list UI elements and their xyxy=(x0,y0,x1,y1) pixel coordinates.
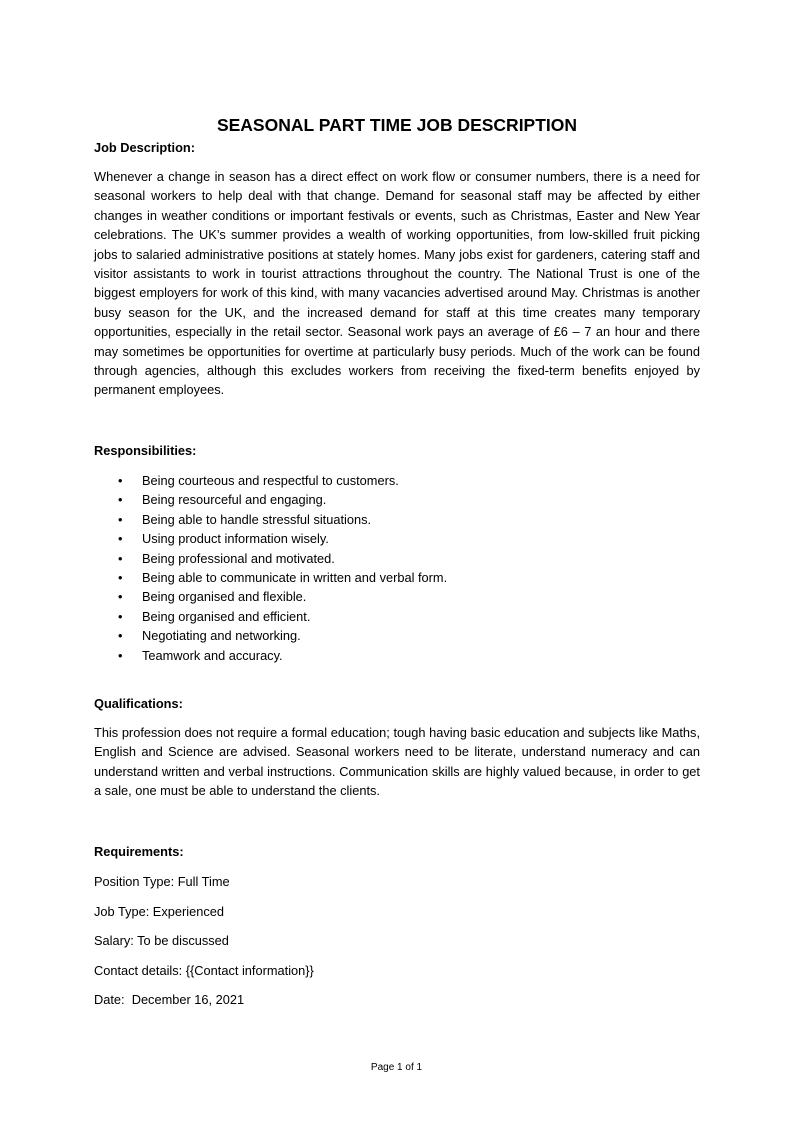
list-item-text: Being organised and flexible. xyxy=(142,589,307,605)
bullet-icon: • xyxy=(118,550,123,566)
contact-details-line: Contact details: {{Contact information}} xyxy=(94,962,314,978)
job-description-heading: Job Description: xyxy=(94,140,195,155)
list-item-text: Teamwork and accuracy. xyxy=(142,647,283,663)
list-item-text: Being courteous and respectful to customers. xyxy=(142,473,399,488)
list-item xyxy=(94,568,700,587)
list-item-text: Negotiating and networking. xyxy=(142,628,301,644)
qualifications-section xyxy=(94,694,700,801)
bullet-icon: • xyxy=(118,473,123,488)
list-item xyxy=(94,626,700,645)
job-description-section xyxy=(94,138,700,400)
list-item xyxy=(94,471,700,490)
bullet-icon: • xyxy=(118,589,123,605)
list-item-text: Using product information wisely. xyxy=(142,531,329,547)
list-item-text: Being organised and efficient. xyxy=(142,608,311,624)
responsibilities-heading: Responsibilities: xyxy=(94,443,197,458)
job-description-body: Whenever a change in season has a direct effect on work flow or consumer numbers, there is a need for seasonal workers to help deal with that change. Demand for seasonal staff may be affected by either changes in weather conditions or important festivals or events, such as Christmas, Easter and New Year celebrations. The UK’s summer provides a wealth of working opportunities, from low-skilled fruit picking jobs to salaried administrative positions at stately homes. Many jobs exist for gardeners, catering staff and visitor assistants to work in tourist attractions throughout the country. The National Trust is one of the biggest employers for work of this kind, with many vacancies advertised around May. Christmas is another busy season for the UK, and the increased demand for staff at this time creates many temporary opportunities, especially in the retail sector. Seasonal work pays an average of £6 – 7 an hour and there may sometimes be opportunities for overtime at particularly busy periods. Much of the work can be found through agencies, although this excludes workers from receiving the fixed-term benefits enjoyed by permanent employees. xyxy=(94,169,700,398)
bullet-icon: • xyxy=(118,492,123,508)
requirements-heading: Requirements: xyxy=(94,844,184,859)
position-type-line: Position Type: Full Time xyxy=(94,874,230,889)
list-item xyxy=(94,549,700,568)
list-item-text: Being able to communicate in written and verbal form. xyxy=(142,570,448,586)
list-item xyxy=(94,587,700,606)
bullet-icon: • xyxy=(118,608,123,624)
date-line: Date: December 16, 2021 xyxy=(94,992,245,1008)
list-item xyxy=(94,510,700,529)
bullet-icon: • xyxy=(118,531,123,547)
list-item-text: Being resourceful and engaging. xyxy=(142,492,327,508)
list-item-text: Being able to handle stressful situations. xyxy=(142,511,372,527)
bullet-icon: • xyxy=(118,511,123,527)
job-type-line: Job Type: Experienced xyxy=(94,903,224,919)
list-item xyxy=(94,607,700,626)
qualifications-body: This profession does not require a formal education; tough having basic education and subjects like Maths, English and Science are advised. Seasonal workers need to be literate, understand numeracy and can understand written and verbal instructions. Communication skills are highly valued because, in order to get a sale, one must be able to understand the clients. xyxy=(94,725,700,799)
bullet-icon: • xyxy=(118,628,123,644)
bullet-icon: • xyxy=(118,570,123,586)
bullet-icon: • xyxy=(118,647,123,663)
salary-line: Salary: To be discussed xyxy=(94,933,229,949)
list-item xyxy=(94,529,700,548)
list-item-text: Being professional and motivated. xyxy=(142,550,335,566)
page-number-footer: Page 1 of 1 xyxy=(370,1062,423,1073)
qualifications-heading: Qualifications: xyxy=(94,696,183,711)
document-title: SEASONAL PART TIME JOB DESCRIPTION xyxy=(216,115,578,135)
responsibilities-section xyxy=(94,441,700,665)
responsibilities-list xyxy=(94,471,700,665)
list-item xyxy=(94,646,700,665)
requirements-section xyxy=(94,842,700,1020)
list-item xyxy=(94,490,700,509)
